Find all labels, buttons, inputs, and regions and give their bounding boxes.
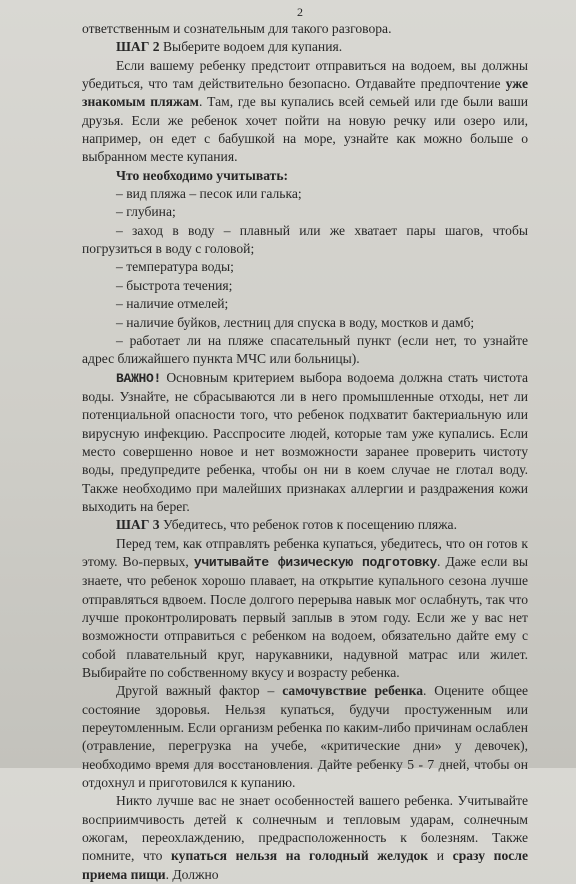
- text-run: . Должно: [165, 866, 219, 882]
- important-label: ВАЖНО!: [116, 370, 162, 386]
- text-run: . Там, где вы купались всей семьей или где были ваши друзья. Если же ребенок хочет пойти на новую речку или озеро или, например, он едет с бабушкой на море, узнайте как можно больше о выбранном месте купания.: [82, 94, 528, 165]
- step2-heading: [82, 38, 528, 56]
- emphasis-physical-fitness: учитывайте физическую подготовку: [193, 554, 438, 570]
- step2-label: ШАГ 2: [116, 39, 160, 55]
- emphasis-empty-stomach: купаться нельзя на голодный желудок: [171, 848, 429, 864]
- list-item-shallows: – наличие отмелей;: [116, 296, 229, 312]
- consider-heading-text: Что необходимо учитывать:: [116, 167, 289, 183]
- list-item-entry: – заход в воду – плавный или же хватает пары шагов, чтобы погрузиться в воду с головой;: [82, 222, 528, 257]
- step3-paragraph-1: [82, 535, 528, 683]
- step3-heading: [82, 516, 528, 534]
- text-run: Если вашему ребенку предстоит отправиться на водоем, вы должны убедиться, что там действительно безопасно. Отдавайте предпочтение: [82, 57, 528, 92]
- important-paragraph: [82, 369, 528, 517]
- emphasis-familiar-beaches: уже знакомым пляжам: [82, 76, 528, 110]
- text-run: Другой важный фактор –: [116, 683, 283, 699]
- text-run: и: [428, 848, 453, 864]
- step2-title: Выберите водоем для купания.: [159, 39, 343, 55]
- text-run: Никто лучше вас не знает особенностей вашего ребенка. Учитывайте восприимчивость детей к солнечным и тепловым ударам, солнечным ожогам, переохлаждению, предрасположенность к болезням. Также помните, что: [82, 793, 528, 864]
- consider-heading: [82, 167, 528, 185]
- list-item-beach-type: – вид пляжа – песок или галька;: [116, 186, 302, 202]
- text-run: . Даже если вы знаете, что ребенок хорошо плавает, на открытие купального сезона лучше отправляться вдвоем. После долгого перерыва навык мог ослабнуть, так что лучше проконтролировать первый заплыв в этом году. Если же у вас нет возможности отправиться с ребенком на водоем, обязательно дайте ему с собой плавательный круг, нарукавники, надувной матрас или жилет. Выбирайте по собственному вкусу и возрасту ребенка.: [82, 553, 528, 681]
- emphasis-after-meal: сразу после приема пищи: [82, 848, 528, 882]
- list-item-buoys: – наличие буйков, лестниц для спуска в воду, мостков и дамб;: [116, 314, 475, 330]
- step3-title: Убедитесь, что ребенок готов к посещению пляжа.: [159, 517, 457, 533]
- intro-line: ответственным и сознательным для такого разговора.: [82, 21, 392, 36]
- step3-paragraph-3: [82, 792, 528, 884]
- list-item-temperature: – температура воды;: [116, 259, 234, 275]
- list-item-depth: – глубина;: [116, 204, 176, 220]
- page-number: 2: [297, 5, 303, 19]
- emphasis-wellbeing: самочувствие ребенка: [282, 683, 423, 699]
- text-run: Перед тем, как отправлять ребенка купаться, убедитесь, что он готов к этому. Во-первых,: [82, 535, 528, 569]
- step2-paragraph-1: [82, 57, 528, 167]
- important-text: Основным критерием выбора водоема должна стать чистота воды. Узнайте, не сбрасываются ли в него промышленные отходы, нет ли потенциальной опасности того, что ребенок подхватит бактериальную или вирусную инфекцию. Расспросите людей, которые там уже купались. Если место совершенно новое и нет возможности заранее проверить чистоту воды, предупредите ребенка, чтобы он ни в коем случае не глотал воду. Также необходимо при малейших признаках аллергии и раздражения кожи выходить на берег.: [82, 369, 528, 514]
- step3-label: ШАГ 3: [116, 517, 160, 533]
- step3-paragraph-2: [82, 682, 528, 792]
- list-item-current: – быстрота течения;: [116, 277, 233, 293]
- list-item-rescue: – работает ли на пляже спасательный пункт (если нет, то узнайте адрес ближайшего пункта МЧС или больницы).: [82, 332, 528, 367]
- text-run: . Оцените общее состояние здоровья. Нельзя купаться, будучи простуженным или переутомленным. Если организм ребенка по каким-либо причинам ослаблен (отравление, перегрузка на учебе, «критические дни» у девочек), необходимо время для восстановления. Дайте ребенку 5 - 7 дней, чтобы он отдохнул и приготовился к купанию.: [82, 683, 529, 791]
